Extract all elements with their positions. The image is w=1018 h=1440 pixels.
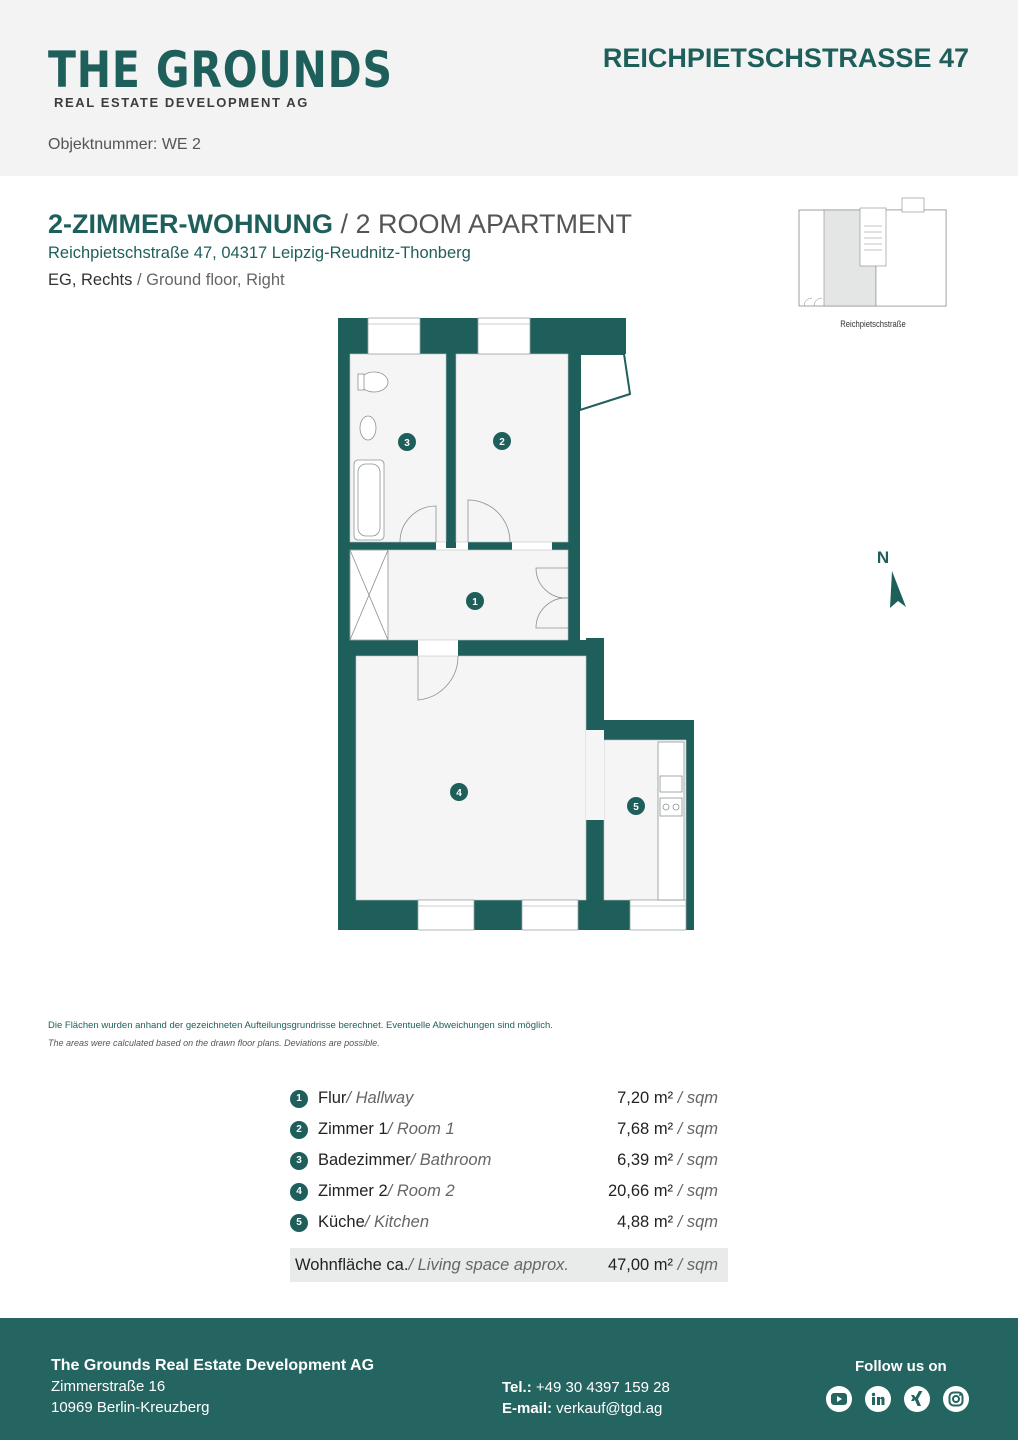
social-links [826,1386,969,1412]
room-area-unit: / sqm [673,1089,718,1107]
area-row [290,1145,728,1176]
room-name: Badezimmer [318,1151,411,1169]
room-name-en: / Bathroom [410,1151,492,1169]
room-area-value: 7,20 m² [617,1089,674,1107]
instagram-icon[interactable] [943,1386,969,1412]
title-de: 2-ZIMMER-WOHNUNG [48,209,333,239]
footer-company: The Grounds Real Estate Development AG [51,1357,375,1374]
room-name: Zimmer 2 [318,1182,388,1200]
room-name-en: / Kitchen [364,1213,430,1231]
follow-us-label: Follow us on [855,1358,947,1375]
key-plan-label: Reichpietschstraße [840,319,906,329]
title-en: / 2 ROOM APARTMENT [332,209,633,239]
header-address: REICHPIETSCHSTRASSE 47 [602,43,969,73]
room-area-unit: / sqm [673,1182,718,1200]
room-marker-1 [466,592,484,610]
footer [0,1318,1018,1440]
north-label: N [876,548,890,567]
total-label: Wohnfläche ca. [295,1255,409,1274]
email-address: verkauf@tgd.ag [552,1400,663,1417]
room-area-value: 6,39 m² [617,1151,674,1169]
area-row [290,1114,728,1145]
footer-email[interactable] [502,1400,662,1417]
room-number-badge: 2 [290,1121,308,1139]
room-area [608,1182,718,1201]
room-marker-3 [398,433,416,451]
area-note-en: The areas were calculated based on the drawn floor plans. Deviations are possible. [48,1038,380,1048]
object-number: Objektnummer: WE 2 [48,136,201,153]
room-marker-4 [450,783,468,801]
footer-city: 10969 Berlin-Kreuzberg [51,1399,210,1416]
area-note-de: Die Flächen wurden anhand der gezeichneten Aufteilungsgrundrisse berechnet. Eventuelle Abweichungen sind möglich. [48,1020,553,1031]
area-table [290,1083,728,1238]
room-marker-label-5: 5 [633,802,639,813]
floor-info [48,271,285,290]
room-marker-5 [627,797,645,815]
total-label-en: / Living space approx. [408,1255,569,1274]
room-area-value: 7,68 m² [617,1120,674,1138]
room-marker-2 [493,432,511,450]
footer-phone[interactable] [502,1379,670,1396]
room-area-unit: / sqm [673,1120,718,1138]
xing-icon[interactable] [904,1386,930,1412]
room-name-en: / Room 1 [387,1120,455,1138]
phone-label: Tel.: [502,1379,532,1396]
logo-wordmark[interactable]: THE GROUNDS [48,41,393,99]
room-marker-label-2: 2 [499,437,505,448]
total-area-value: 47,00 m² [607,1255,674,1274]
email-label: E-mail: [502,1400,553,1417]
room-marker-label-3: 3 [404,438,410,449]
youtube-icon[interactable] [826,1386,852,1412]
room-name-en: / Hallway [346,1089,414,1107]
room-name: Flur [318,1089,347,1107]
room-marker-label-1: 1 [472,597,478,608]
area-row [290,1207,728,1238]
room-area-unit: / sqm [673,1213,718,1231]
floor-plan [330,310,700,940]
room-area [617,1151,718,1170]
linkedin-icon[interactable] [865,1386,891,1412]
room-area [617,1089,718,1108]
area-row [290,1176,728,1207]
header [0,0,1018,176]
property-address: Reichpietschstraße 47, 04317 Leipzig-Reudnitz-Thonberg [48,244,471,262]
total-area-unit: / sqm [673,1255,718,1274]
room-area-value: 20,66 m² [607,1182,674,1200]
room-area-value: 4,88 m² [617,1213,674,1231]
footer-street: Zimmerstraße 16 [51,1378,166,1395]
room-name: Küche [318,1213,365,1231]
area-row [290,1083,728,1114]
total-area-row [290,1248,728,1282]
room-number-badge: 5 [290,1214,308,1232]
room-name-en: / Room 2 [387,1182,455,1200]
room-area [617,1120,718,1139]
total-area [608,1256,718,1275]
floor-de: EG, Rechts [48,271,133,289]
north-arrow-icon [870,545,910,615]
phone-number: +49 30 4397 159 28 [531,1379,670,1396]
room-number-badge: 3 [290,1152,308,1170]
room-number-badge: 1 [290,1090,308,1108]
room-name: Zimmer 1 [318,1120,388,1138]
key-plan [798,196,948,308]
floor-en: / Ground floor, Right [132,271,285,289]
room-area [617,1213,718,1232]
room-area-unit: / sqm [673,1151,718,1169]
page-title [48,209,632,240]
room-number-badge: 4 [290,1183,308,1201]
logo-subtitle: REAL ESTATE DEVELOPMENT AG [54,95,309,110]
room-marker-label-4: 4 [456,788,462,799]
